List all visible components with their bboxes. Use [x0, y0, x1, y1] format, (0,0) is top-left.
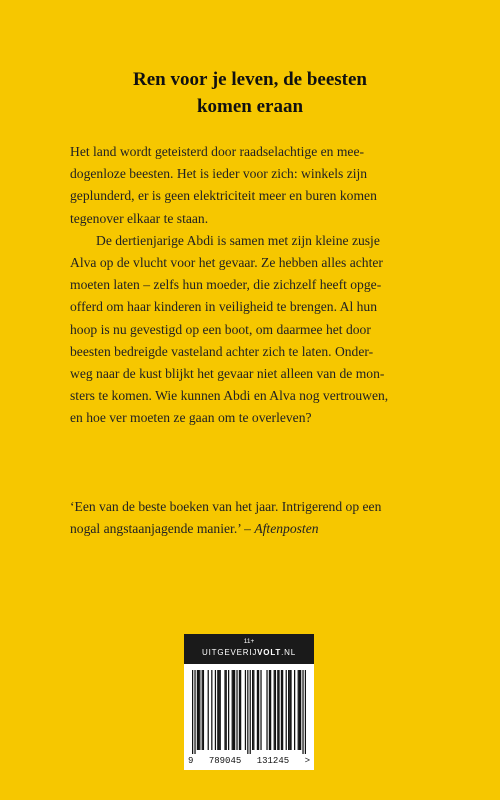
barcode-bar [245, 670, 246, 750]
barcode-bar [302, 670, 303, 754]
review-quote [70, 496, 450, 540]
review-line-1: ‘Een van de beste boeken van het jaar. Intrigerend op een [70, 499, 382, 514]
barcode-bars [192, 670, 306, 754]
barcode-bar [233, 670, 234, 750]
review-line-2 [70, 518, 450, 540]
barcode-bar [250, 670, 251, 754]
barcode-bar [288, 670, 289, 750]
barcode-bar [300, 670, 301, 750]
barcode-bar [274, 670, 275, 750]
barcode-bar [208, 670, 209, 750]
barcode-bar [194, 670, 195, 754]
barcode-bar [220, 670, 221, 750]
blurb-line: en hoe ver moeten ze gaan om te overleven? [70, 410, 312, 426]
barcode-bar [270, 670, 271, 750]
review-text: nogal angstaanjagende manier.’ – [70, 521, 251, 537]
barcode-bar [252, 670, 253, 750]
blurb-line: dogenloze beesten. Het is ieder voor zich: winkels zijn [70, 166, 368, 182]
barcode-bar [202, 670, 203, 750]
barcode-bar [266, 670, 267, 750]
barcode-bar [253, 670, 254, 750]
barcode-bar [247, 670, 248, 754]
publisher-suffix: .NL [281, 648, 296, 657]
publisher-bold: VOLT [257, 648, 282, 657]
isbn-first-digit: 9 [188, 756, 194, 766]
blurb-line: hoop is nu gevestigd op een boot, om daarmee het door [70, 321, 371, 337]
barcode-bar [278, 670, 279, 750]
barcode-label [184, 634, 314, 770]
blurb-line: beesten bedreigde vasteland achter zich te laten. Onder- [70, 343, 374, 359]
barcode-bar [294, 670, 295, 750]
barcode-bar [281, 670, 282, 750]
barcode-bar [197, 670, 198, 750]
barcode-bar [277, 670, 278, 750]
barcode-bar [290, 670, 291, 750]
blurb-line: moeten laten – zelfs hun moeder, die zichzelf heeft opge- [70, 277, 382, 293]
barcode-bar [239, 670, 240, 750]
barcode-bar [275, 670, 276, 750]
blurb-line: sters te komen. Wie kunnen Abdi en Alva nog vertrouwen, [70, 388, 389, 404]
barcode-header [184, 634, 314, 664]
barcode-bar [258, 670, 259, 750]
blurb-line: offerd om haar kinderen in veiligheid te brengen. Al hun [70, 299, 378, 315]
blurb-paragraph-2 [70, 230, 435, 430]
blurb-line: geplunderd, er is geen elektriciteit meer en buren komen [70, 188, 377, 204]
barcode-bar [215, 670, 216, 750]
barcode-bar [232, 670, 233, 750]
barcode-bar [199, 670, 200, 750]
barcode-bar [260, 670, 261, 750]
barcode-bar [217, 670, 218, 750]
barcode-bar [298, 670, 299, 750]
blurb-line: tegenover elkaar te staan. [70, 210, 209, 226]
barcode-bar [198, 670, 199, 750]
barcode-bar [269, 670, 270, 750]
back-cover-heading [0, 66, 500, 120]
barcode-bar [228, 670, 229, 750]
barcode-bar [218, 670, 219, 750]
isbn-end-marker: > [304, 756, 310, 766]
barcode-bar [289, 670, 290, 750]
publisher-url [184, 647, 314, 659]
isbn-group-2: 131245 [256, 756, 290, 766]
barcode-bar [282, 670, 283, 750]
age-rating: 11+ [243, 638, 255, 645]
blurb-line: Alva op de vlucht voor het gevaar. Ze hebben alles achter [70, 255, 383, 271]
review-source: Aftenposten [254, 521, 319, 537]
heading-line-2: komen eraan [196, 96, 304, 117]
barcode-bar [211, 670, 212, 750]
barcode-bar [226, 670, 227, 750]
blurb-line: weg naar de kust blijkt het gevaar niet alleen van de mon- [70, 366, 385, 382]
barcode-bar [236, 670, 237, 750]
barcode-bar [305, 670, 306, 754]
publisher-prefix: UITGEVERIJ [202, 648, 258, 657]
blurb [70, 141, 435, 430]
isbn-number [188, 755, 310, 767]
barcode-bar [299, 670, 300, 750]
heading-line-1: Ren voor je leven, de beesten [133, 69, 367, 90]
barcode-bar [192, 670, 193, 754]
blurb-line: Het land wordt geteisterd door raadselachtige en mee- [70, 144, 365, 159]
isbn-group-1: 789045 [208, 756, 242, 766]
blurb-line: De dertienjarige Abdi is samen met zijn kleine zusje [96, 232, 380, 248]
barcode-bar [203, 670, 204, 750]
barcode-bar [257, 670, 258, 750]
barcode-bar [240, 670, 241, 750]
blurb-paragraph-1 [70, 141, 435, 230]
barcode-bar [234, 670, 235, 750]
barcode-bar [286, 670, 287, 750]
barcode-bar [224, 670, 225, 750]
